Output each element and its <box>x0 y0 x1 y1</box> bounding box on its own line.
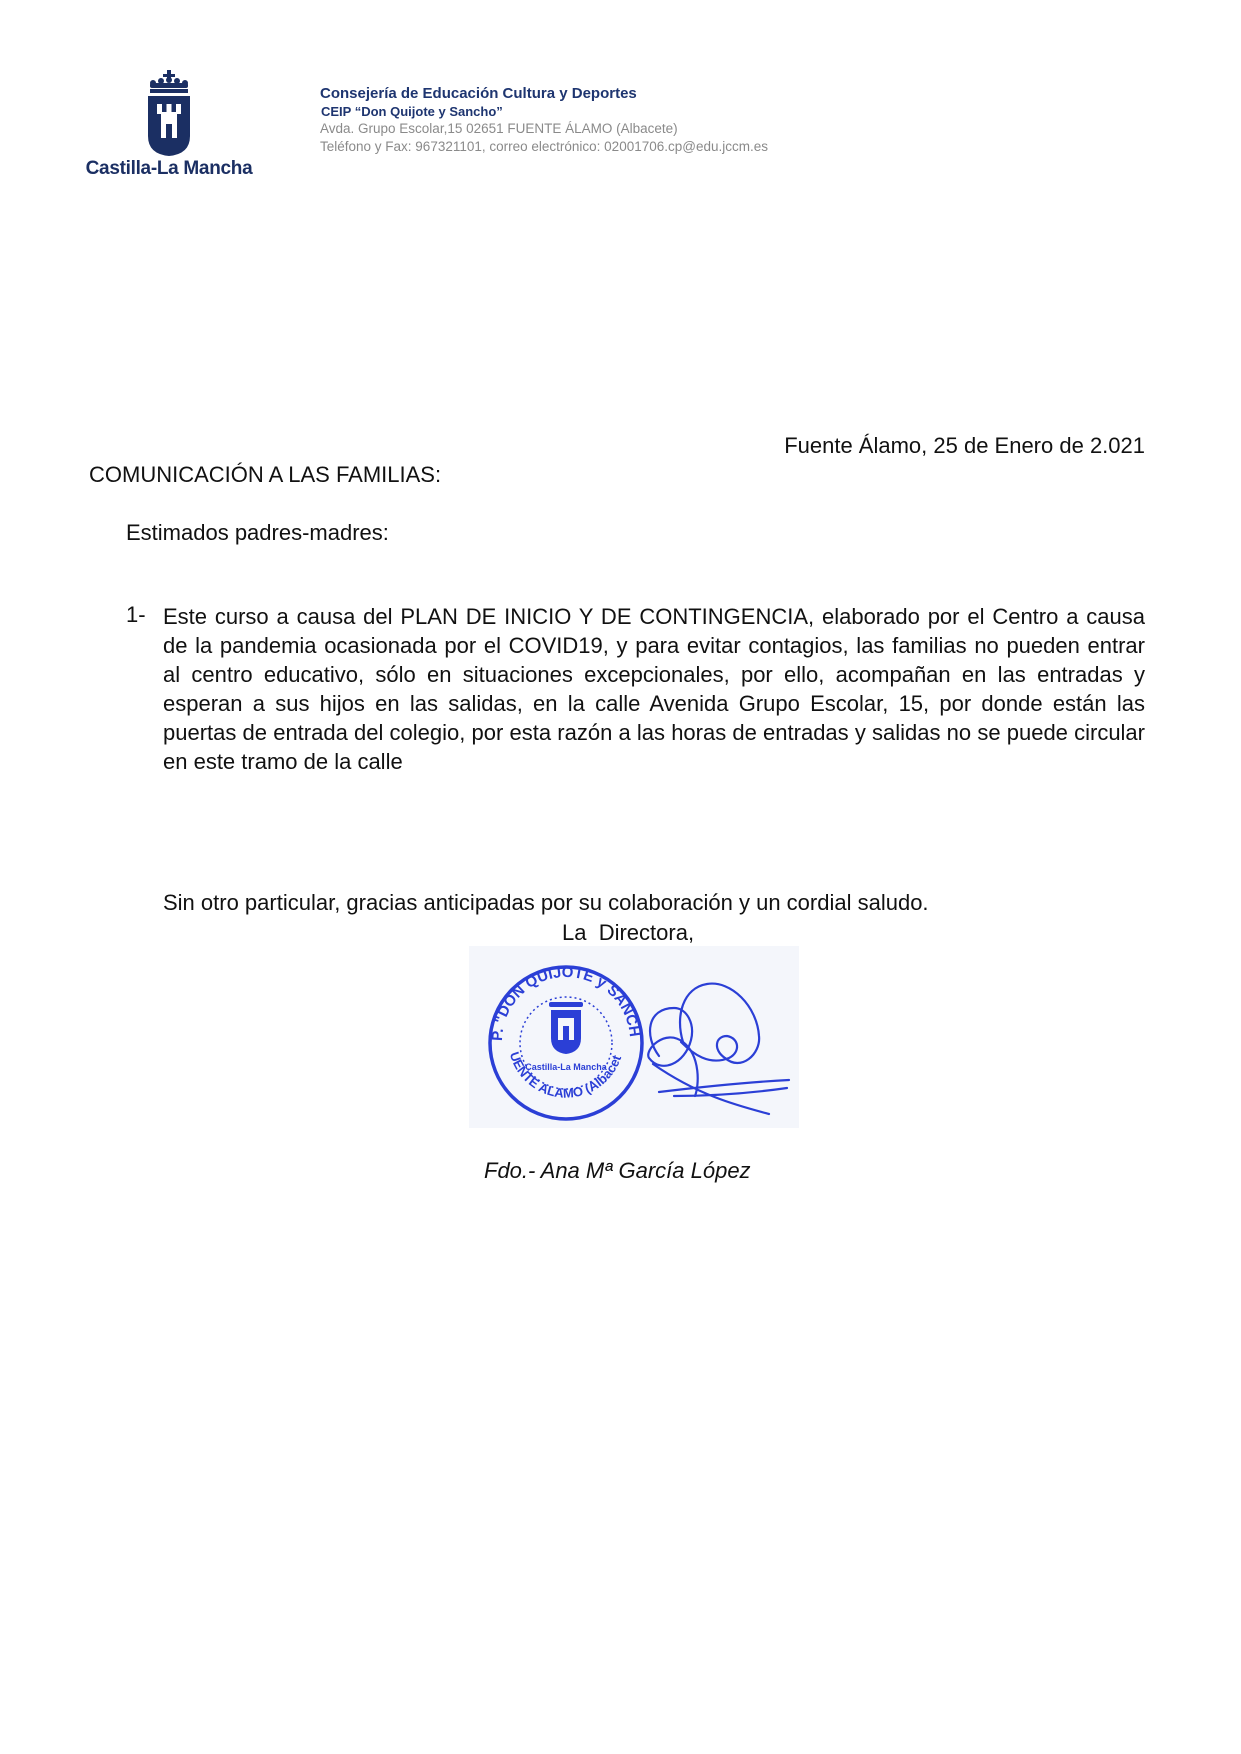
stamp-center-text: Castilla-La Mancha <box>525 1062 607 1072</box>
school-address: Avda. Grupo Escolar,15 02651 FUENTE ÁLAMO (Albacete) <box>320 121 678 136</box>
letter-title: COMUNICACIÓN A LAS FAMILIAS: <box>89 462 442 487</box>
school-stamp <box>469 946 799 1128</box>
letter-greeting: Estimados padres-madres: <box>126 520 389 545</box>
logo-name: Castilla-La Mancha <box>85 158 253 179</box>
department-name: Consejería de Educación Cultura y Deportes <box>320 85 637 102</box>
letter-date: Fuente Álamo, 25 de Enero de 2.021 <box>784 433 1145 458</box>
stamp-and-signature <box>469 946 799 1128</box>
stamp-top-text: P. "DON QUIJOTE y SANCH <box>488 963 643 1042</box>
list-item <box>126 602 1145 776</box>
list-item-number: 1- <box>126 602 146 627</box>
logo <box>84 70 254 190</box>
stamp-bottom-text: UENTE ALAMO (Albacet <box>506 1049 625 1101</box>
handwritten-signature <box>648 984 789 1114</box>
stamp-crest-icon <box>549 1002 583 1054</box>
letterhead <box>320 84 768 156</box>
list-item-text: Este curso a causa del PLAN DE INICIO Y DE CONTINGENCIA, elaborado por el Centro a causa de la pandemia ocasionada por el COVID19, y para evitar contagios, las familias no pueden entrar al centro educativo, sólo en situaciones excepcionales, por ello, acompañan en las entradas y esperan a sus hijos en las salidas, en la calle Avenida Grupo Escolar, 15, por donde están las puertas de entrada del colegio, por esta razón a las horas de entradas y salidas no se puede circular en este tramo de la calle <box>163 604 1145 774</box>
letter-closing: Sin otro particular, gracias anticipadas por su colaboración y un cordial saludo. <box>163 890 929 915</box>
castilla-la-mancha-crest-icon <box>144 70 194 156</box>
signer-role: La Directora, <box>562 920 695 945</box>
signer-name: Fdo.- Ana Mª García López <box>484 1158 751 1183</box>
school-name: CEIP “Don Quijote y Sancho” <box>321 104 503 119</box>
school-contact: Teléfono y Fax: 967321101, correo electrónico: 02001706.cp@edu.jccm.es <box>320 139 768 154</box>
